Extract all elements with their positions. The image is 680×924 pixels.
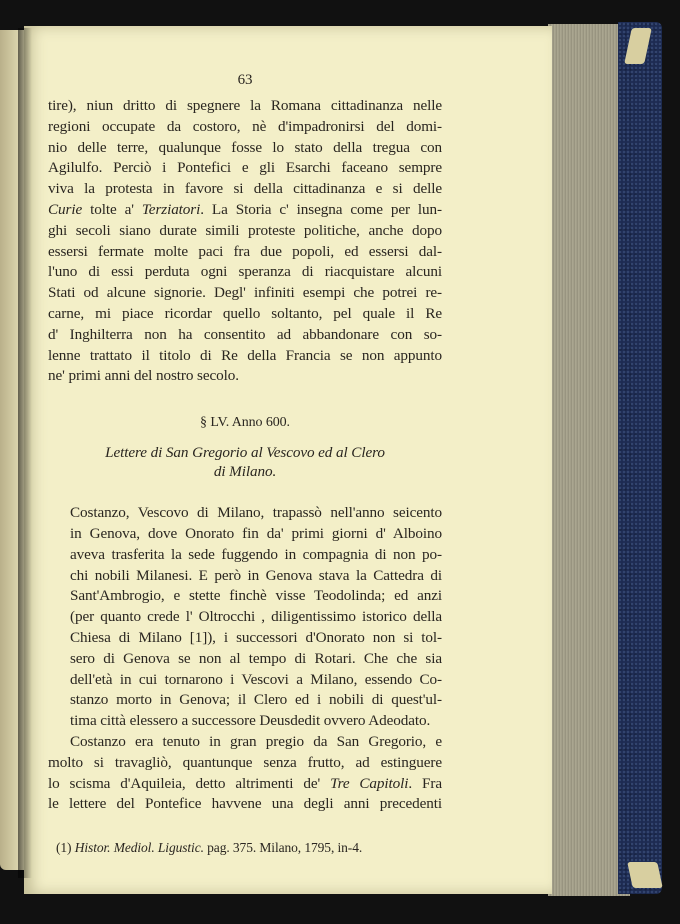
footnote-source: Histor. Mediol. Ligustic.	[74, 840, 204, 856]
paragraph-2	[48, 503, 442, 732]
letter-title-line: di Milano.	[213, 463, 277, 481]
page-text	[48, 70, 442, 857]
text-line: in Genova, dove Onorato fin da' primi giorni d' Alboino	[70, 524, 442, 542]
text-line-mixed: Curie tolte a' Terziatori. La Storia c' insegna come per lun-	[48, 200, 442, 218]
text-line: carne, mi piace ricordar quello soltanto, pel quale il Re	[48, 304, 442, 322]
text-line: dell'età in cui tornarono i Vescovi a Milano, essendo Co-	[70, 670, 442, 688]
text-line: l'uno di essi perduta ogni speranza di riacquistare alcuni	[48, 263, 442, 281]
text-line-mixed: lo scisma d'Aquileia, detto altrimenti de' Tre Capitoli. Fra	[48, 774, 442, 792]
text-line: chi nobili Milanesi. E però in Genova stava la Cattedra di	[70, 566, 442, 584]
section-heading: § LV. Anno 600.	[200, 415, 290, 431]
text-line: tima città elessero a successore Deusdedit ovvero Adeodato.	[70, 712, 431, 730]
text-line: sero di Genova se non al tempo di Rotari. Che che sia	[70, 649, 442, 667]
text-line: nio delle terre, qualunque fosse lo stato della tregua con	[48, 138, 442, 156]
footnote-mark: (1)	[56, 840, 72, 856]
text-line: Stati od alcune signorie. Degl' infiniti esempi che potrei re-	[48, 284, 442, 302]
text-line: regioni occupate da costoro, nè d'impadronirsi del domi-	[48, 117, 442, 135]
text-line: Chiesa di Milano [1]), i successori d'Onorato non si tol-	[70, 628, 442, 646]
text-line: Costanzo, Vescovo di Milano, trapassò nell'anno seicento	[70, 504, 442, 522]
spine-shadow	[18, 28, 32, 878]
text-line: essersi fermate molte paci fra due popoli, ed essersi dal-	[48, 242, 442, 260]
footnote-details: pag. 375. Milano, 1795, in-4.	[207, 840, 363, 856]
italic-terziatori: Terziatori	[141, 200, 201, 218]
text-line: Sant'Ambrogio, e stette finchè visse Teodolinda; ed anzi	[70, 587, 442, 605]
text-line: stanzo morto in Genova; il Clero ed i nobili di quest'ul-	[70, 691, 442, 709]
page-number: 63	[237, 72, 253, 88]
italic-tre-capitoli: Tre Capitoli	[330, 774, 409, 792]
text-line: Agilulfo. Perciò i Pontefici e gli Esarchi faceano sempre	[48, 159, 442, 177]
text-line: tire), niun dritto di spegnere la Romana cittadinanza nelle	[48, 97, 442, 114]
paragraph-3	[48, 732, 442, 815]
text-line: ne' primi anni del nostro secolo.	[48, 367, 239, 385]
text-line: aveva trasferita la sede fuggendo in compagnia di non po-	[70, 545, 442, 563]
letter-title	[48, 443, 442, 481]
text-line: ghi secoli siano durate simili proteste politiche, anche dopo	[48, 221, 442, 239]
text-line: le lettere del Pontefice havvene una degli anni precedenti	[48, 795, 442, 813]
footnote	[48, 839, 442, 857]
text-line: Costanzo era tenuto in gran pregio da San Gregorio, e	[70, 732, 442, 750]
text-line: viva la protesta in favore si della cittadinanza e si delle	[48, 180, 442, 198]
letter-title-line: Lettere di San Gregorio al Vescovo ed al Clero	[105, 444, 385, 462]
cover-corner-bottom	[627, 862, 663, 888]
text-line: lenne trattato il titolo di Re della Francia se non appunto	[48, 346, 442, 364]
text-line: molto si travagliò, quantunque senza frutto, ad estinguere	[48, 753, 442, 771]
text-line: d' Inghilterra non ha consentito ad abbandonare con so-	[48, 325, 442, 343]
italic-curie: Curie	[48, 200, 83, 218]
text-line: (per quanto crede l' Oltrocchi , diligentissimo istorico della	[70, 608, 442, 626]
paragraph-1	[48, 96, 442, 387]
book-cover	[618, 22, 662, 894]
